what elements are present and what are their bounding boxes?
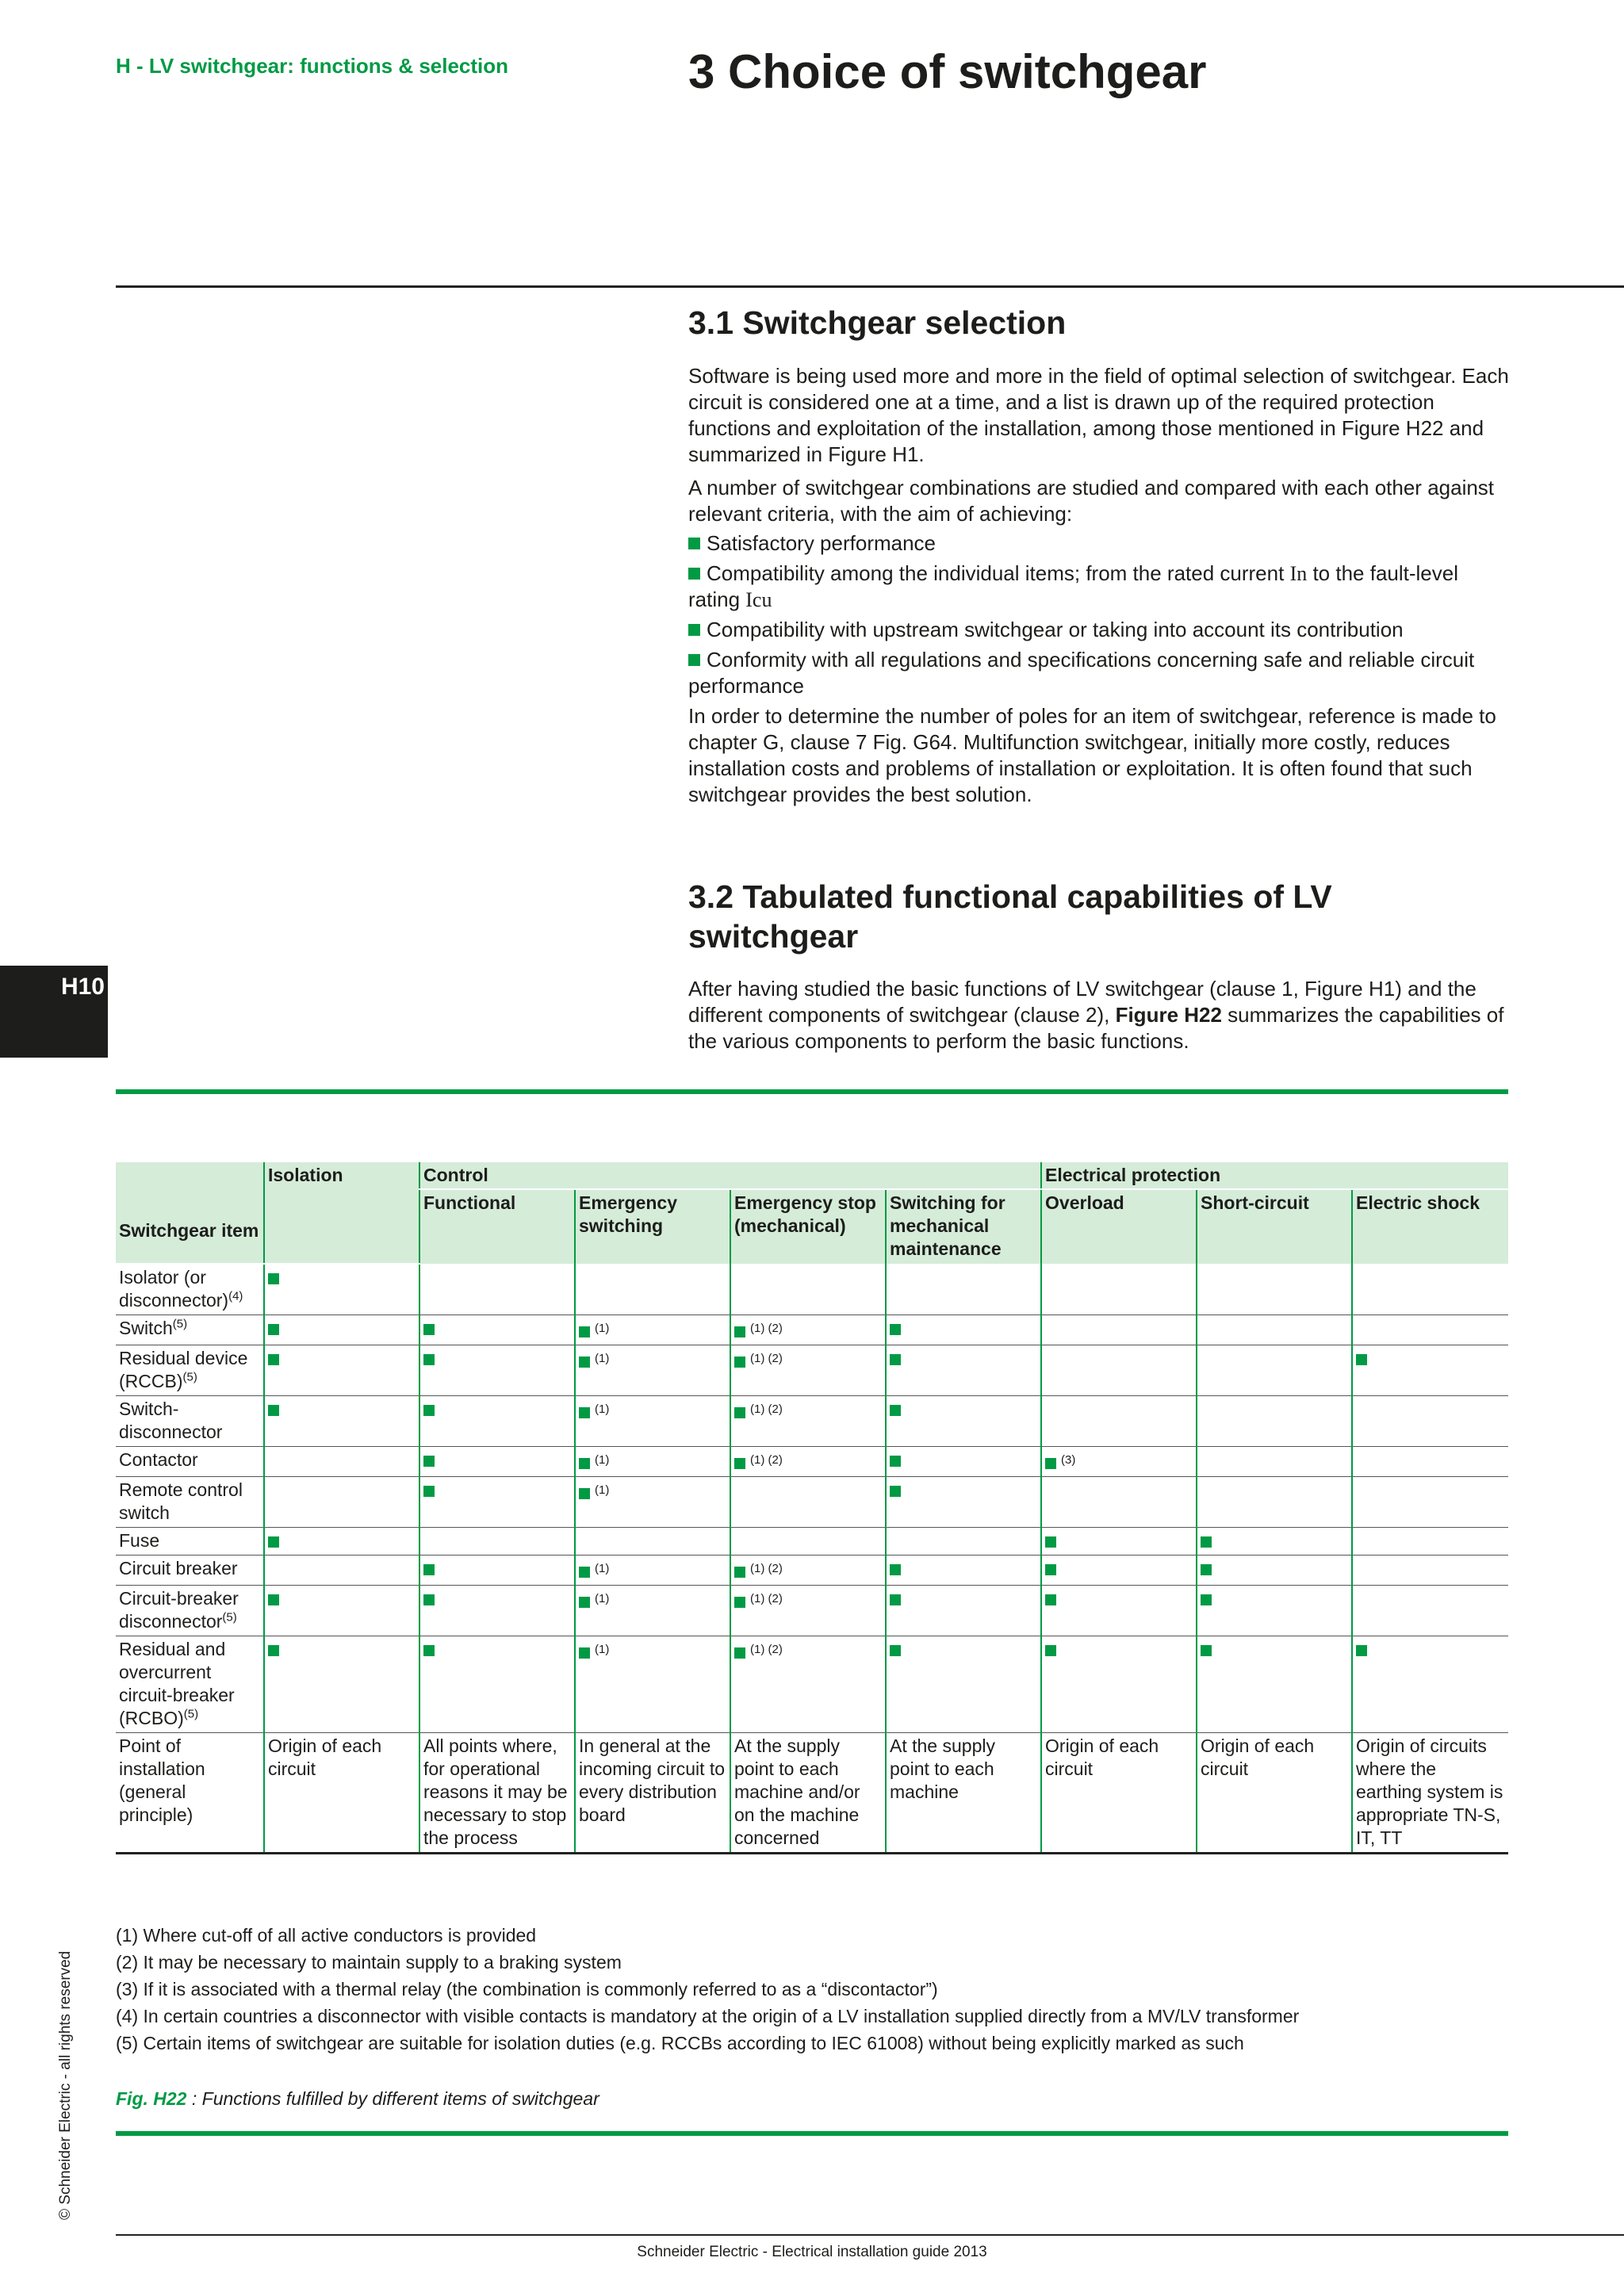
table-row: Circuit breaker $^{(1)}$ $^{(1) (2)}$ <box>116 1556 1508 1586</box>
check-square-icon <box>1356 1354 1367 1365</box>
bullet-item: Compatibility with upstream switchgear or taking into account its contribution <box>688 617 1513 643</box>
check-square-icon <box>890 1564 901 1575</box>
check-square-icon <box>268 1536 279 1548</box>
check-square-icon <box>579 1357 590 1368</box>
check-square-icon <box>579 1597 590 1608</box>
check-square-icon <box>1356 1645 1367 1656</box>
check-square-icon <box>1201 1594 1212 1605</box>
check-square-icon <box>734 1597 745 1608</box>
check-square-icon <box>268 1273 279 1284</box>
header-electrical-protection: Electrical protection <box>1041 1162 1508 1189</box>
header-switchgear-item: Switchgear item <box>116 1162 264 1264</box>
check-square-icon <box>890 1594 901 1605</box>
check-square-icon <box>734 1357 745 1368</box>
row-label: Fuse <box>116 1528 264 1556</box>
check-square-icon <box>734 1647 745 1659</box>
section-3-2-heading: 3.2 Tabulated functional capabilities of LV switchgear <box>688 878 1332 955</box>
row-label: Switch$^{(5)}$ <box>116 1315 264 1345</box>
check-square-icon <box>1201 1564 1212 1575</box>
bullet-square-icon <box>688 624 700 636</box>
row-label: Circuit breaker <box>116 1556 264 1586</box>
table-row: Residual device (RCCB)$^{(5)}$ $^{(1)}$ $^{(1) (2)}$ <box>116 1345 1508 1396</box>
functions-table <box>116 1162 1508 1854</box>
check-square-icon <box>890 1456 901 1467</box>
footnote: (3) If it is associated with a thermal relay (the combination is commonly referred to as a “discontactor”) <box>116 1979 938 1999</box>
table-row <box>116 1528 1508 1556</box>
check-square-icon <box>1045 1594 1056 1605</box>
check-square-icon <box>890 1405 901 1416</box>
bullet-square-icon <box>688 654 700 666</box>
footnotes <box>116 1922 1299 2057</box>
row-label: Remote control switch <box>116 1477 264 1528</box>
check-square-icon <box>423 1594 435 1605</box>
check-square-icon <box>423 1405 435 1416</box>
row-label: Circuit-breaker disconnector$^{(5)}$ <box>116 1586 264 1636</box>
check-square-icon <box>579 1407 590 1418</box>
table-cell: All points where, for operational reasons it may be necessary to stop the process <box>419 1733 575 1854</box>
figure-top-rule <box>116 1089 1508 1094</box>
table-cell: At the supply point to each machine and/or on the machine concerned <box>730 1733 886 1854</box>
table-cell: Origin of each circuit <box>264 1733 419 1854</box>
check-square-icon <box>423 1324 435 1335</box>
bullet-square-icon <box>688 538 700 549</box>
check-square-icon <box>890 1354 901 1365</box>
check-square-icon <box>1045 1536 1056 1548</box>
row-label: Contactor <box>116 1447 264 1477</box>
bullet-item: Compatibility among the individual items; from the rated current In to the fault-level rating Icu <box>688 561 1459 611</box>
page-tab-label: H10 <box>60 974 105 1000</box>
check-square-icon <box>268 1324 279 1335</box>
table-cell: Origin of each circuit <box>1041 1733 1197 1854</box>
row-label: Residual and overcurrent circuit-breaker (RCBO)$^{(5)}$ <box>116 1636 264 1733</box>
bullet-item: Conformity with all regulations and specifications concerning safe and reliable circuit performance <box>688 648 1475 698</box>
check-square-icon <box>268 1645 279 1656</box>
header-functional: Functional <box>419 1189 575 1264</box>
table-row: Remote control switch $^{(1)}$ <box>116 1477 1508 1528</box>
check-square-icon <box>734 1326 745 1337</box>
check-square-icon <box>1045 1645 1056 1656</box>
page-tab <box>0 966 108 1058</box>
section-3-2-body <box>688 976 1513 1062</box>
check-square-icon <box>890 1645 901 1656</box>
bullet-item: Satisfactory performance <box>688 530 1513 557</box>
table-row: Switch-disconnector $^{(1)}$ $^{(1) (2)}$ <box>116 1396 1508 1447</box>
table-cell: At the supply point to each machine <box>886 1733 1041 1854</box>
check-square-icon <box>1201 1536 1212 1548</box>
figure-bottom-rule <box>116 2131 1508 2136</box>
table-row <box>116 1733 1508 1854</box>
table-row: Switch$^{(5)}$ $^{(1)}$ $^{(1) (2)}$ <box>116 1315 1508 1345</box>
row-label: Residual device (RCCB)$^{(5)}$ <box>116 1345 264 1396</box>
section-3-1-heading: 3.1 Switchgear selection <box>688 304 1067 341</box>
check-square-icon <box>268 1594 279 1605</box>
table-row: Residual and overcurrent circuit-breaker (RCBO)$^{(5)}$ $^{(1)}$ $^{(1) (2)}$ <box>116 1636 1508 1733</box>
header-emergency-switching: Emergency switching <box>575 1189 730 1264</box>
header-short-circuit: Short-circuit <box>1197 1189 1352 1264</box>
header-switching-maintenance: Switching for mechanical maintenance <box>886 1189 1041 1264</box>
paragraph: A number of switchgear combinations are studied and compared with each other against relevant criteria, with the aim of achieving: <box>688 476 1495 526</box>
check-square-icon <box>579 1326 590 1337</box>
row-label: Point of installation (general principle) <box>116 1733 264 1854</box>
check-square-icon <box>890 1486 901 1497</box>
check-square-icon <box>423 1354 435 1365</box>
check-square-icon <box>1045 1564 1056 1575</box>
table-cell: Origin of each circuit <box>1197 1733 1352 1854</box>
figure-caption: Fig. H22 : Functions fulfilled by different items of switchgear <box>116 2088 599 2109</box>
paragraph: After having studied the basic functions of LV switchgear (clause 1, Figure H1) and the different components of switchgear (clause 2), Figure H22 summarizes the capabilities of the various components to perform the basic functions. <box>688 977 1504 1053</box>
check-square-icon <box>734 1407 745 1418</box>
table-cell: In general at the incoming circuit to every distribution board <box>575 1733 730 1854</box>
check-square-icon <box>268 1354 279 1365</box>
section-3-1-body <box>688 363 1513 815</box>
footer-rule <box>116 2234 1624 2236</box>
check-square-icon <box>1201 1645 1212 1656</box>
footnote: (1) Where cut-off of all active conductors is provided <box>116 1925 537 1946</box>
check-square-icon <box>579 1458 590 1469</box>
page-footer: Schneider Electric - Electrical installation guide 2013 <box>637 2244 987 2260</box>
copyright-notice: © Schneider Electric - all rights reserved <box>57 1950 74 2220</box>
table-row: Circuit-breaker disconnector$^{(5)}$ $^{(1)}$ $^{(1) (2)}$ <box>116 1586 1508 1636</box>
top-rule <box>116 285 1624 288</box>
row-label: Isolator (or disconnector)$^{(4)}$ <box>116 1264 264 1315</box>
paragraph: In order to determine the number of poles for an item of switchgear, reference is made to chapter G, clause 7 Fig. G64. Multifunction switchgear, initially more costly, reduces installation costs and problems of installation or exploitation. It is often found that such switchgear provides the best solution. <box>688 704 1496 806</box>
check-square-icon <box>423 1564 435 1575</box>
check-square-icon <box>579 1647 590 1659</box>
check-square-icon <box>734 1458 745 1469</box>
header-emergency-stop: Emergency stop (mechanical) <box>730 1189 886 1264</box>
check-square-icon <box>268 1405 279 1416</box>
check-square-icon <box>579 1488 590 1499</box>
header-electric-shock: Electric shock <box>1352 1189 1508 1264</box>
chapter-title: H - LV switchgear: functions & selection <box>116 54 509 78</box>
table-row: Contactor $^{(1)}$ $^{(1) (2)}$ $^{(3)}$ <box>116 1447 1508 1477</box>
row-label: Switch-disconnector <box>116 1396 264 1447</box>
page-title: 3 Choice of switchgear <box>688 45 1207 98</box>
check-square-icon <box>579 1567 590 1578</box>
footnote: (5) Certain items of switchgear are suitable for isolation duties (e.g. RCCBs according to IEC 61008) without being explicitly marked as such <box>116 2033 1244 2053</box>
check-square-icon <box>1045 1458 1056 1469</box>
check-square-icon <box>890 1324 901 1335</box>
header-overload: Overload <box>1041 1189 1197 1264</box>
header-isolation: Isolation <box>264 1162 419 1264</box>
footnote: (4) In certain countries a disconnector with visible contacts is mandatory at the origin of a LV installation supplied directly from a MV/LV transformer <box>116 2006 1300 2026</box>
header-control: Control <box>419 1162 1041 1189</box>
check-square-icon <box>423 1456 435 1467</box>
check-square-icon <box>734 1567 745 1578</box>
check-square-icon <box>423 1486 435 1497</box>
check-square-icon <box>423 1645 435 1656</box>
table-cell: Origin of circuits where the earthing system is appropriate TN-S, IT, TT <box>1352 1733 1508 1854</box>
table-row <box>116 1264 1508 1315</box>
bullet-square-icon <box>688 568 700 580</box>
footnote: (2) It may be necessary to maintain supply to a braking system <box>116 1952 622 1973</box>
paragraph: Software is being used more and more in the field of optimal selection of switchgear. Each circuit is considered one at a time, and a list is drawn up of the required protection functions and exploitation of the installation, among those mentioned in Figure H22 and summarized in Figure H1. <box>688 364 1509 466</box>
